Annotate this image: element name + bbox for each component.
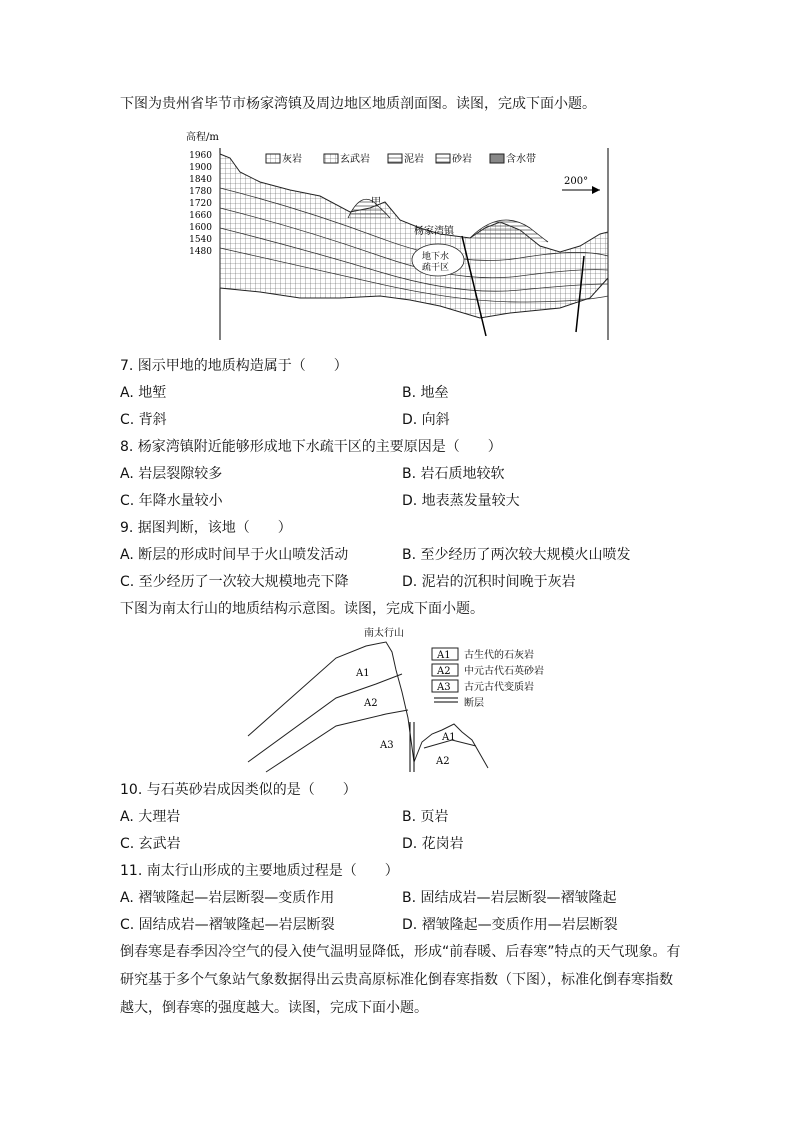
- legend-key-a3: A3: [437, 682, 451, 693]
- y-tick: 1840: [189, 175, 212, 185]
- q9-option-d: D. 泥岩的沉积时间晚于灰岩: [402, 574, 576, 590]
- y-axis-label: 高程/m: [186, 132, 219, 143]
- legend-text-a2: 中元古代石英砂岩: [464, 666, 544, 677]
- legend-mudstone: 泥岩: [404, 154, 424, 165]
- y-tick: 1720: [189, 199, 212, 209]
- q10-option-a: A. 大理岩: [120, 809, 181, 825]
- q9-option-c: C. 至少经历了一次较大规模地壳下降: [120, 574, 349, 590]
- y-tick: 1600: [189, 223, 212, 233]
- q7-option-b: B. 地垒: [402, 385, 449, 401]
- q10-option-c: C. 玄武岩: [120, 836, 181, 852]
- q11-option-b: B. 固结成岩—岩层断裂—褶皱隆起: [402, 890, 617, 906]
- label-a2-right: A2: [436, 756, 450, 767]
- label-zone-1: 地下水: [422, 252, 450, 262]
- q7-option-c: C. 背斜: [120, 412, 167, 428]
- q11-option-a: A. 褶皱隆起—岩层断裂—变质作用: [120, 890, 335, 906]
- q10-option-d: D. 花岗岩: [402, 836, 464, 852]
- label-a3: A3: [380, 740, 394, 751]
- intro-text-2: 下图为南太行山的地质结构示意图。读图，完成下面小题。: [120, 601, 484, 617]
- label-zone-2: 疏干区: [422, 263, 450, 273]
- direction-label: 200°: [564, 176, 589, 187]
- q11-option-c: C. 固结成岩—褶皱隆起—岩层断裂: [120, 917, 335, 933]
- y-tick: 1780: [189, 187, 212, 197]
- q8-option-a: A. 岩层裂隙较多: [120, 466, 223, 482]
- y-tick: 1660: [189, 211, 212, 221]
- q7-option-d: D. 向斜: [402, 412, 450, 428]
- y-tick: 1900: [189, 163, 212, 173]
- cross-section-figure: [180, 128, 620, 347]
- y-tick: 1540: [189, 235, 212, 245]
- legend-limestone: 灰岩: [282, 154, 302, 165]
- q8-option-d: D. 地表蒸发量较大: [402, 493, 520, 509]
- q8-option-b: B. 岩石质地较软: [402, 466, 505, 482]
- fig2-title: 南太行山: [364, 628, 404, 639]
- q7-option-a: A. 地堑: [120, 385, 167, 401]
- paragraph-line-2: 研究基于多个气象站气象数据得出云贵高原标准化倒春寒指数（下图），标准化倒春寒指数: [120, 972, 673, 988]
- paragraph-line-3: 越大，倒春寒的强度越大。读图，完成下面小题。: [120, 1000, 428, 1016]
- taihang-figure: [236, 622, 566, 778]
- y-tick: 1480: [189, 247, 212, 257]
- legend-key-a1: A1: [437, 650, 451, 661]
- legend-key-a2: A2: [437, 666, 451, 677]
- legend-text-a1: 古生代的石灰岩: [464, 650, 534, 661]
- label-town: 杨家湾镇: [414, 226, 454, 237]
- legend-fault: 断层: [464, 698, 484, 709]
- q9-option-a: A. 断层的形成时间早于火山喷发活动: [120, 547, 349, 563]
- legend-text-a3: 古元古代变质岩: [464, 682, 534, 693]
- legend-basalt: 玄武岩: [340, 154, 370, 165]
- q8-stem: 8. 杨家湾镇附近能够形成地下水疏干区的主要原因是（ ）: [120, 439, 502, 455]
- label-jia: 甲: [371, 197, 381, 208]
- q9-option-b: B. 至少经历了两次较大规模火山喷发: [402, 547, 631, 563]
- q10-stem: 10. 与石英砂岩成因类似的是（ ）: [120, 782, 357, 798]
- q11-option-d: D. 褶皱隆起—变质作用—岩层断裂: [402, 917, 618, 933]
- label-a1: A1: [356, 668, 370, 679]
- label-a2: A2: [364, 698, 378, 709]
- legend-aquifer: 含水带: [506, 154, 536, 165]
- label-a1-right: A1: [442, 732, 456, 743]
- legend-sandstone: 砂岩: [452, 154, 472, 165]
- q9-stem: 9. 据图判断，该地（ ）: [120, 520, 292, 536]
- intro-text-1: 下图为贵州省毕节市杨家湾镇及周边地区地质剖面图。读图，完成下面小题。: [120, 96, 596, 112]
- paragraph-line-1: 倒春寒是春季因冷空气的侵入使气温明显降低，形成“前春暖、后春寒”特点的天气现象。有: [120, 944, 681, 960]
- q7-stem: 7. 图示甲地的地质构造属于（ ）: [120, 358, 348, 374]
- q11-stem: 11. 南太行山形成的主要地质过程是（ ）: [120, 863, 399, 879]
- y-tick: 1960: [189, 151, 212, 161]
- q10-option-b: B. 页岩: [402, 809, 449, 825]
- q8-option-c: C. 年降水量较小: [120, 493, 223, 509]
